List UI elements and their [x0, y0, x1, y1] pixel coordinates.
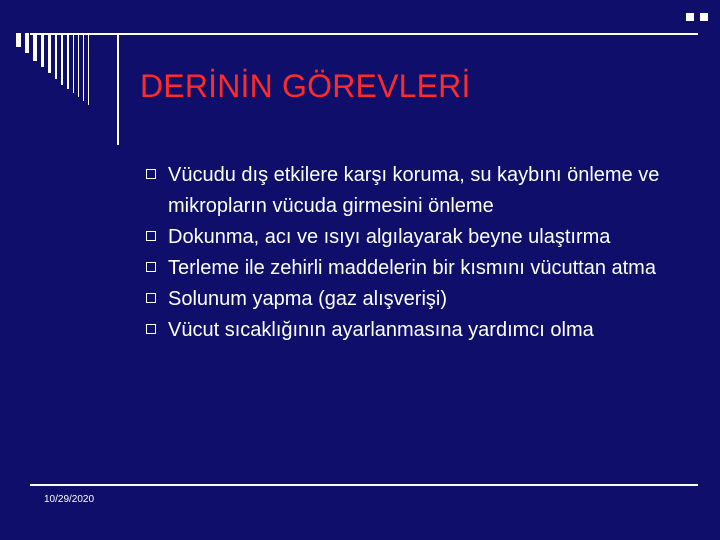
bullet-item [146, 315, 706, 346]
bullet-list [146, 160, 706, 346]
decorative-stripe [83, 33, 84, 101]
title-rule [30, 33, 698, 35]
bullet-text: Vücut sıcaklığının ayarlanmasına yardımcı olma [168, 319, 594, 341]
footer-rule [30, 484, 698, 486]
decorative-stripe [48, 33, 51, 73]
bullet-text: Vücudu dış etkilere karşı koruma, su kaybını önleme ve mikropların vücuda girmesini önleme [168, 164, 660, 217]
bullet-square-icon [146, 324, 156, 334]
decorative-stripe [25, 33, 29, 53]
footer-date: 10/29/2020 [44, 494, 95, 505]
decorative-stripes [16, 33, 120, 105]
bullet-square-icon [146, 262, 156, 272]
bullet-text: Solunum yapma (gaz alışverişi) [168, 288, 447, 310]
decorative-stripe [41, 33, 44, 67]
decorative-stripe [61, 33, 63, 85]
bullet-item [146, 160, 706, 222]
bullet-square-icon [146, 169, 156, 179]
decorative-stripe [67, 33, 69, 89]
decorative-stripe [33, 33, 37, 61]
decorative-stripe [73, 33, 74, 93]
bullet-item [146, 284, 706, 315]
decorative-stripe [88, 33, 89, 105]
bullet-item [146, 253, 706, 284]
bullet-square-icon [146, 231, 156, 241]
decorative-stripe [55, 33, 57, 79]
decorative-stripe [78, 33, 79, 97]
bullet-item [146, 222, 706, 253]
decorative-stripe [16, 33, 21, 47]
bullet-text: Dokunma, acı ve ısıyı algılayarak beyne ulaştırma [168, 226, 611, 248]
title-vertical-rule [117, 33, 119, 145]
slide-title: DERİNİN GÖREVLERİ [140, 68, 471, 104]
bullet-square-icon [146, 293, 156, 303]
corner-square-icon [686, 13, 694, 21]
corner-square-icon [700, 13, 708, 21]
bullet-text: Terleme ile zehirli maddelerin bir kısmını vücuttan atma [168, 257, 656, 279]
